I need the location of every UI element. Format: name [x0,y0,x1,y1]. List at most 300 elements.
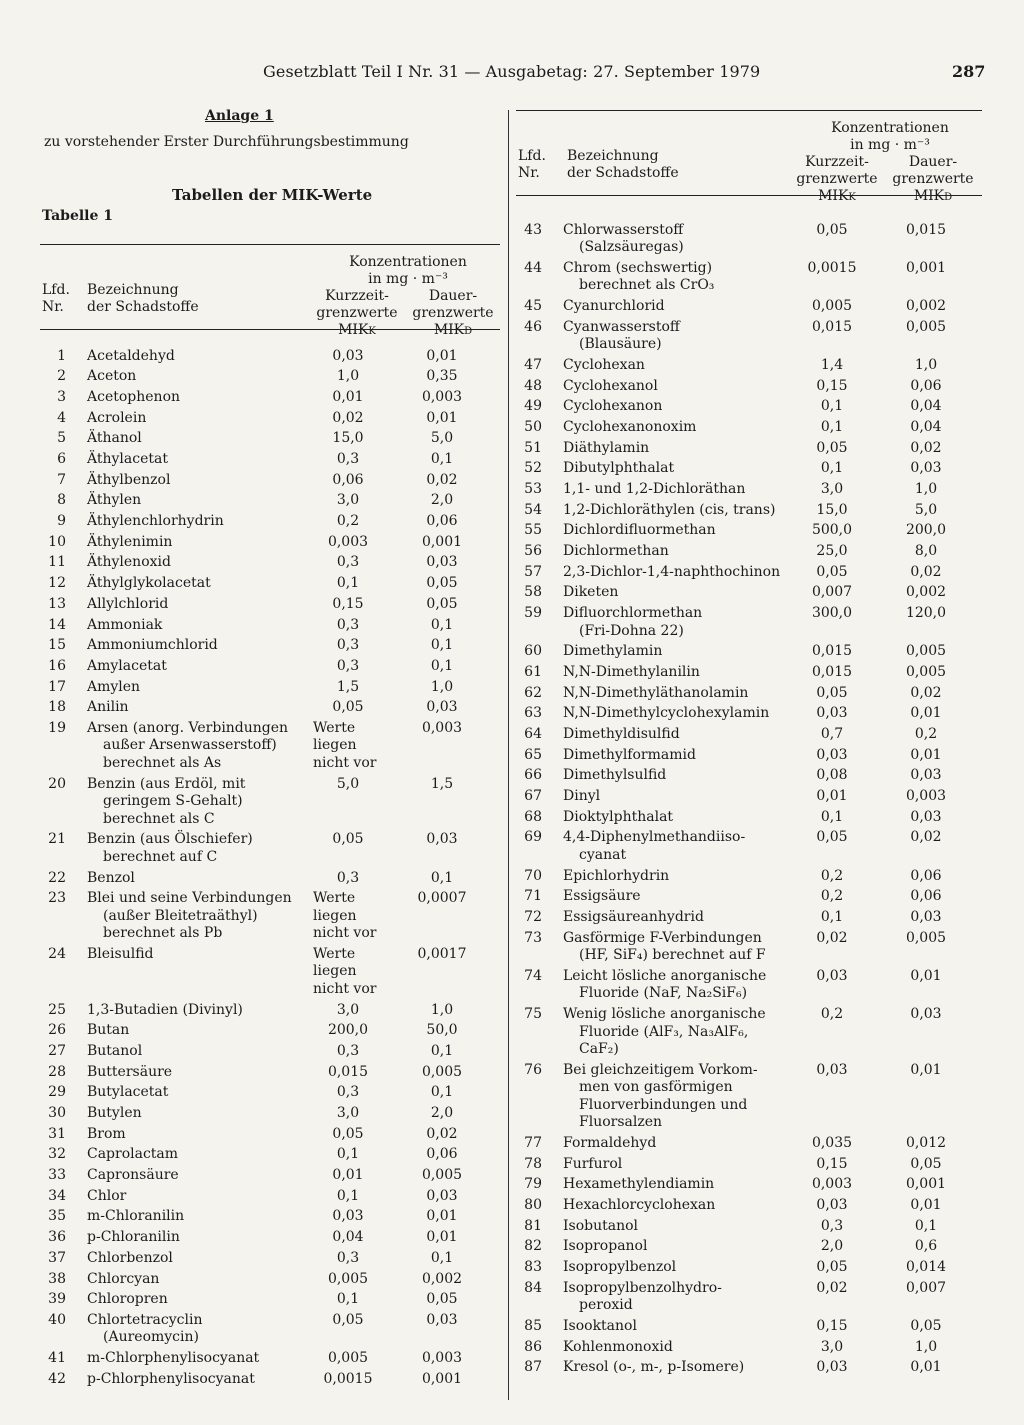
dauer-value: 0,03 [910,909,942,926]
kurzzeit-value: 0,03 [816,1197,848,1214]
dauer-value: 0,03 [910,767,942,784]
dauer-value: 0,1 [430,869,454,886]
row-number: 54 [524,501,542,518]
substance-name: Butylen [87,1105,142,1122]
kurzzeit-value: 0,08 [816,767,848,784]
kurzzeit-value: 0,015 [327,1063,369,1080]
substance-name: Chlor [87,1187,127,1204]
kurzzeit-value: 0,2 [820,888,844,905]
dauer-value: 0,06 [910,867,942,884]
dauer-value: 0,02 [426,1125,458,1142]
dauer-value: 0,001 [421,533,463,550]
substance-name: Furfurol [563,1155,623,1172]
substance-name: Äthylenchlorhydrin [87,513,224,530]
table-row [516,1278,976,1316]
substance-name: Chlortetracyclin (Aureomycin) [87,1311,203,1346]
dauer-value: 0,05 [910,1155,942,1172]
row-number: 71 [524,888,542,905]
table-row [516,1133,976,1154]
row-number: 80 [524,1197,542,1214]
table-row [40,387,500,408]
dauer-value: 0,6 [914,1238,938,1255]
table-row [40,1000,500,1021]
substance-name: Cyanwasserstoff (Blausäure) [563,318,680,353]
table-row [516,479,976,500]
kurzzeit-value: 0,15 [816,1317,848,1334]
row-number: 53 [524,480,542,497]
row-number: 29 [48,1084,66,1101]
table-row [516,807,976,828]
dauer-value: 0,06 [426,1146,458,1163]
substance-name: Isopropylbenzolhydro- peroxid [563,1279,722,1314]
row-number: 66 [524,767,542,784]
kurzzeit-value: 0,015 [811,663,853,680]
kurzzeit-value: 300,0 [811,605,853,622]
kurzzeit-value: 0,05 [332,1311,364,1328]
table-row [40,1290,500,1311]
table-row [516,500,976,521]
kurzzeit-value: 0,1 [820,909,844,926]
kurzzeit-value: 0,005 [327,1270,369,1287]
substance-name: Chloropren [87,1291,168,1308]
kurzzeit-value: 0,003 [327,533,369,550]
kurzzeit-value: 0,15 [816,1155,848,1172]
substance-name: Chlorbenzol [87,1249,173,1266]
substance-name: Arsen (anorg. Verbindungen außer Arsenwasserstoff) berechnet als As [87,719,289,771]
dauer-value: 120,0 [905,605,947,622]
substance-name: Difluorchlormethan (Fri-Dohna 22) [563,605,703,639]
kurzzeit-value: 0,1 [336,1146,360,1163]
dauer-value: 0,01 [910,1061,942,1078]
dauer-value: 0,1 [430,451,454,468]
substance-name: Brom [87,1125,126,1142]
header-rule-top [40,244,500,245]
substance-name: Dioktylphthalat [563,808,674,825]
dauer-value: 0,012 [905,1134,947,1151]
kurzzeit-value: 0,05 [332,699,364,716]
dauer-value: 2,0 [430,492,454,509]
table-row [516,928,976,966]
substance-name: Bleisulfid [87,945,154,962]
table-body-right [516,220,976,1378]
row-number: 38 [48,1270,66,1287]
row-number: 41 [48,1350,66,1367]
kurzzeit-value: 0,05 [816,221,848,238]
kurzzeit-value: 0,015 [811,643,853,660]
row-number: 65 [524,746,542,763]
dauer-value: 0,2 [914,726,938,743]
dauer-value: 0,003 [421,388,463,405]
kurzzeit-value: 0,1 [820,398,844,415]
kurzzeit-value: 0,1 [820,808,844,825]
dauer-value: 0,02 [910,439,942,456]
table-row [516,459,976,480]
table-row [40,1349,500,1370]
kurzzeit-value: 0,1 [820,418,844,435]
row-number: 11 [48,554,66,571]
row-number: 33 [48,1167,66,1184]
dauer-value: 0,03 [426,831,458,848]
header-rule-bottom [516,195,982,196]
kurzzeit-value: 0,03 [816,746,848,763]
col-header-dauer: Dauer- grenzwerte MIKD [892,154,974,204]
substance-name: Essigsäure [563,888,641,905]
row-number: 18 [48,699,66,716]
substance-name: Cyclohexanon [563,398,663,415]
header-rule-top [516,110,982,111]
kurzzeit-value: 0,035 [811,1134,853,1151]
table-row [40,1062,500,1083]
dauer-value: 0,02 [910,563,942,580]
kurzzeit-value: 2,0 [820,1238,844,1255]
kurzzeit-value: 0,05 [816,439,848,456]
table-row [40,718,500,774]
header-title: Gesetzblatt Teil I Nr. 31 — Ausgabetag: 27. September 1979 [263,62,761,81]
dauer-value: 0,005 [905,929,947,946]
kurzzeit-value: 3,0 [820,480,844,497]
dauer-value: 0,014 [905,1259,947,1276]
table-row [40,1145,500,1166]
substance-name: Chrom (sechswertig) berechnet als CrO₃ [563,259,715,294]
table-row [40,574,500,595]
substance-name: Benzin (aus Erdöl, mit geringem S-Gehalt) berechnet als C [87,775,246,827]
kurzzeit-value: 0,3 [336,1249,360,1266]
kurzzeit-value: 1,4 [820,356,844,373]
kurzzeit-value: 15,0 [816,501,848,518]
table-row [40,656,500,677]
table-row [516,1175,976,1196]
substance-name: Äthanol [87,430,142,447]
kurzzeit-value: 0,05 [332,831,364,848]
row-number: 56 [524,543,542,560]
row-number: 3 [57,388,66,405]
substance-name: Butylacetat [87,1084,169,1101]
kurzzeit-value: 0,01 [332,1167,364,1184]
dauer-value: 0,005 [905,643,947,660]
dauer-value: 200,0 [905,522,947,539]
row-number: 10 [48,533,66,550]
row-number: 63 [524,705,542,722]
substance-name: Acrolein [87,409,147,426]
table-row [516,642,976,663]
dauer-value: 0,01 [426,409,458,426]
dauer-value: 0,03 [426,554,458,571]
dauer-value: 0,05 [426,575,458,592]
substance-name: 2,3-Dichlor-1,4-naphthochinon [563,563,781,580]
table-row [516,376,976,397]
row-number: 77 [524,1134,542,1151]
row-number: 9 [57,513,66,530]
row-number: 61 [524,663,542,680]
substance-name: m-Chlorphenylisocyanat [87,1350,260,1367]
kurzzeit-value: 0,2 [820,1006,844,1023]
kurzzeit-value: 0,06 [332,471,364,488]
page-number: 287 [952,62,986,81]
substance-name: Essigsäureanhydrid [563,909,704,926]
substance-name: Dibutylphthalat [563,460,675,477]
row-number: 19 [48,719,66,736]
dauer-value: 0,03 [426,1187,458,1204]
kurzzeit-value: 25,0 [816,543,848,560]
kurzzeit-value: 0,05 [816,1259,848,1276]
table-row [516,541,976,562]
substance-name: Chlorwasserstoff (Salzsäuregas) [563,221,684,256]
substance-name: Hexachlorcyclohexan [563,1197,716,1214]
table-row [516,417,976,438]
col-header-name: Bezeichnung der Schadstoffe [567,148,679,181]
tables-heading: Tabellen der MIK-Werte [172,186,373,204]
substance-name: Amylacetat [87,657,167,674]
substance-name: Dimethylformamid [563,746,696,763]
row-number: 26 [48,1022,66,1039]
row-number: 42 [48,1370,66,1387]
table-row [516,828,976,866]
substance-name: p-Chlorphenylisocyanat [87,1370,255,1387]
table-row [516,583,976,604]
substance-name: Epichlorhydrin [563,867,670,884]
dauer-value: 0,1 [914,1217,938,1234]
kurzzeit-value: 0,3 [336,451,360,468]
kurzzeit-value: 200,0 [327,1022,369,1039]
table-row [516,1337,976,1358]
dauer-value: 0,1 [430,1084,454,1101]
row-number: 8 [57,492,66,509]
dauer-value: 0,005 [421,1167,463,1184]
substance-name: Caprolactam [87,1146,179,1163]
dauer-value: 0,06 [910,377,942,394]
row-number: 87 [524,1359,542,1376]
table-row [40,1228,500,1249]
substance-name: Dimethylamin [563,643,663,660]
substance-name: Dichlordifluormethan [563,522,716,539]
table-row [516,704,976,725]
kurzzeit-value: 0,7 [820,726,844,743]
dauer-value: 0,001 [421,1370,463,1387]
kurzzeit-value: 0,3 [336,637,360,654]
table-row [516,220,976,258]
kurzzeit-value: 0,005 [327,1350,369,1367]
kurzzeit-value: 0,3 [336,657,360,674]
subtitle: zu vorstehender Erster Durchführungsbestimmung [44,134,409,150]
substance-name: Isopropylbenzol [563,1259,677,1276]
kurzzeit-value: 0,04 [332,1229,364,1246]
table-row [40,594,500,615]
dauer-value: 0,01 [426,347,458,364]
dauer-value: 0,01 [426,1208,458,1225]
dauer-value: 0,1 [430,657,454,674]
substance-name: Leicht lösliche anorganische Fluoride (NaF, Na₂SiF₆) [563,967,767,1002]
substance-name: 1,2-Dichloräthylen (cis, trans) [563,501,776,518]
row-number: 34 [48,1187,66,1204]
row-number: 67 [524,788,542,805]
dauer-value: 0,01 [910,705,942,722]
substance-name: Ammoniak [87,616,163,633]
substance-name: Hexamethylendiamin [563,1176,715,1193]
dauer-value: 0,01 [910,746,942,763]
dauer-value: 0,02 [910,829,942,846]
row-number: 49 [524,398,542,415]
row-number: 70 [524,867,542,884]
dauer-value: 5,0 [914,501,938,518]
kurzzeit-value: 0,3 [336,869,360,886]
dauer-value: 0,015 [905,221,947,238]
row-number: 40 [48,1311,66,1328]
table-row [40,698,500,719]
dauer-value: 0,04 [910,418,942,435]
row-number: 79 [524,1176,542,1193]
col-header-name: Bezeichnung der Schadstoffe [87,282,199,315]
kurzzeit-value: 0,15 [816,377,848,394]
dauer-value: 0,003 [421,1350,463,1367]
table-row [40,1166,500,1187]
dauer-value: 0,01 [910,967,942,984]
table-row [40,429,500,450]
table-row [516,1216,976,1237]
substance-name: Isobutanol [563,1217,639,1234]
substance-name: Dimethyldisulfid [563,726,680,743]
kurzzeit-value: 0,05 [816,684,848,701]
row-number: 6 [57,451,66,468]
col-header-nr: Lfd. Nr. [518,148,546,181]
substance-name: Benzin (aus Ölschiefer) berechnet auf C [87,831,253,865]
dauer-value: 0,002 [421,1270,463,1287]
substance-name: Äthylacetat [87,451,168,468]
table-row [40,1124,500,1145]
row-number: 7 [57,471,66,488]
row-number: 35 [48,1208,66,1225]
kurzzeit-value: 0,05 [332,1125,364,1142]
substance-name: Äthylglykolacetat [87,575,211,592]
row-number: 17 [48,678,66,695]
dauer-value: 0,03 [426,1311,458,1328]
substance-name: p-Chloranilin [87,1229,180,1246]
kurzzeit-value: 0,3 [820,1217,844,1234]
row-number: 86 [524,1338,542,1355]
table-row [516,662,976,683]
dauer-value: 8,0 [914,543,938,560]
dauer-value: 0,02 [426,471,458,488]
table-row [516,745,976,766]
substance-name: Chlorcyan [87,1270,160,1287]
dauer-value: 0,05 [426,1291,458,1308]
dauer-value: 50,0 [426,1022,458,1039]
kurzzeit-value: Werte liegen nicht vor [313,719,377,771]
dauer-value: 0,005 [905,318,947,335]
substance-name: Dimethylsulfid [563,767,667,784]
table-row [516,397,976,418]
table-row [40,408,500,429]
dauer-value: 0,01 [910,1197,942,1214]
row-number: 43 [524,221,542,238]
substance-name: Benzol [87,869,135,886]
kurzzeit-value: 3,0 [336,1105,360,1122]
kurzzeit-value: 15,0 [332,430,364,447]
kurzzeit-value: 0,1 [336,1291,360,1308]
col-header-konz: Konzentrationen in mg · m⁻³ [831,120,949,153]
substance-name: N,N-Dimethylcyclohexylamin [563,705,770,722]
dauer-value: 0,001 [905,1176,947,1193]
row-number: 58 [524,584,542,601]
substance-name: Acetaldehyd [87,347,175,364]
kurzzeit-value: 0,015 [811,318,853,335]
substance-name: Formaldehyd [563,1134,657,1151]
substance-name: Cyclohexan [563,356,645,373]
row-number: 57 [524,563,542,580]
row-number: 78 [524,1155,542,1172]
substance-name: N,N-Dimethyläthanolamin [563,684,749,701]
dauer-value: 0,01 [426,1229,458,1246]
table-row [516,787,976,808]
kurzzeit-value: 3,0 [336,492,360,509]
substance-name: Butanol [87,1042,143,1059]
row-number: 39 [48,1291,66,1308]
dauer-value: 0,002 [905,584,947,601]
table-row [40,677,500,698]
kurzzeit-value: 0,03 [816,1061,848,1078]
kurzzeit-value: 1,5 [336,678,360,695]
table-row [516,521,976,542]
table-row [516,355,976,376]
tabelle-label: Tabelle 1 [42,208,114,224]
dauer-value: 0,0007 [417,890,467,907]
row-number: 72 [524,909,542,926]
substance-name: N,N-Dimethylanilin [563,663,700,680]
col-header-kurz: Kurzzeit- grenzwerte MIKK [316,288,398,338]
col-header-kurz: Kurzzeit- grenzwerte MIKK [796,154,878,204]
table-row [516,604,976,642]
col-header-dauer: Dauer- grenzwerte MIKD [412,288,494,338]
kurzzeit-value: 0,2 [336,513,360,530]
substance-name: Kresol (o-, m-, p-Isomere) [563,1359,745,1376]
substance-name: Diäthylamin [563,439,650,456]
row-number: 16 [48,657,66,674]
substance-name: 1,3-Butadien (Divinyl) [87,1001,243,1018]
kurzzeit-value: 0,1 [336,1187,360,1204]
table-row [516,1358,976,1379]
row-number: 62 [524,684,542,701]
substance-name: Kohlenmonoxid [563,1338,673,1355]
row-number: 47 [524,356,542,373]
kurzzeit-value: 0,1 [820,460,844,477]
dauer-value: 0,001 [905,259,947,276]
row-number: 5 [57,430,66,447]
substance-name: 1,1- und 1,2-Dichloräthan [563,480,746,497]
row-number: 59 [524,605,542,622]
table-row [516,296,976,317]
table-row [516,766,976,787]
table-row [516,1258,976,1279]
table-header-right [516,110,982,204]
table-row [40,1021,500,1042]
dauer-value: 1,0 [914,1338,938,1355]
kurzzeit-value: 0,3 [336,616,360,633]
table-row [40,868,500,889]
kurzzeit-value: 0,03 [816,1359,848,1376]
dauer-value: 0,0017 [417,945,467,962]
kurzzeit-value: 3,0 [820,1338,844,1355]
kurzzeit-value: 0,3 [336,1042,360,1059]
substance-name: Wenig lösliche anorganische Fluoride (AlF₃, Na₃AlF₆, CaF₂) [563,1006,766,1058]
row-number: 55 [524,522,542,539]
kurzzeit-value: 0,02 [332,409,364,426]
row-number: 50 [524,418,542,435]
table-row [40,553,500,574]
table-row [40,346,500,367]
row-number: 37 [48,1249,66,1266]
row-number: 44 [524,259,542,276]
row-number: 1 [57,347,66,364]
dauer-value: 0,1 [430,616,454,633]
